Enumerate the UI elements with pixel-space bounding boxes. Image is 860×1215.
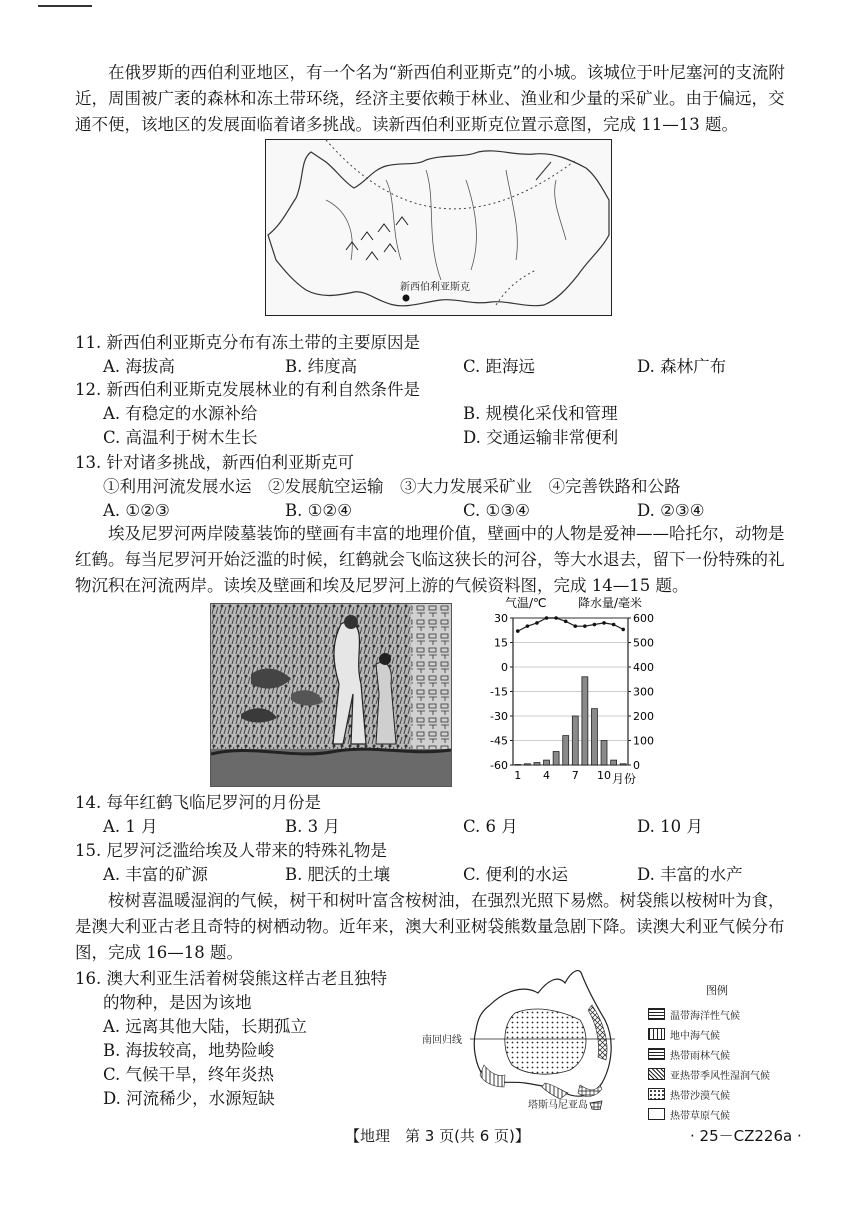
q11-option-a: A. 海拔高 <box>103 357 175 376</box>
blank-swatch-icon <box>648 1108 665 1120</box>
legend-item-subtropical-monsoon: 亚热带季风性湿润气候 <box>648 1064 798 1084</box>
temperature-line <box>518 618 623 631</box>
temperature-point <box>593 623 597 627</box>
chart-right-tick-label: 100 <box>633 734 654 748</box>
legend-item-rainforest: 热带雨林气候 <box>648 1044 798 1064</box>
precipitation-bar <box>544 760 550 765</box>
q15-option-c: C. 便利的水运 <box>463 865 569 884</box>
passage-nile: 埃及尼罗河两岸陵墓装饰的壁画有丰富的地理价值，壁画中的人物是爱神——哈托尔，动物是红鹤。每当尼罗河开始泛滥的时候，红鹤就会飞临这狭长的河谷，等大水退去，留下一份特殊的礼物沉积在河流两岸。读埃及壁画和埃及尼罗河上游的气候资料图，完成 14—15 题。 <box>75 524 785 595</box>
nile-climate-chart <box>455 593 670 793</box>
q12-stem: 12. 新西伯利亚斯克发展林业的有利自然条件是 <box>75 380 420 399</box>
q16-stem-line1: 16. 澳大利亚生活着树袋熊这样古老且独特 <box>75 969 387 988</box>
chart-left-tick-label: -60 <box>490 759 508 772</box>
chart-ylabel-right: 降水量/毫米 <box>578 596 643 610</box>
precipitation-bar <box>582 677 588 765</box>
temperature-point <box>573 624 577 628</box>
legend-title: 图例 <box>706 984 728 997</box>
chart-left-tick-label: -45 <box>490 734 508 748</box>
grid-swatch-icon <box>648 1008 665 1020</box>
precipitation-bar <box>611 760 617 765</box>
chart-x-tick-label: 4 <box>543 769 551 782</box>
temperature-point <box>516 629 520 633</box>
chart-right-tick-label: 200 <box>633 710 654 723</box>
temperature-point <box>545 616 549 620</box>
q12-option-d: D. 交通运输非常便利 <box>463 428 619 447</box>
q15-option-a: A. 丰富的矿源 <box>103 865 208 884</box>
chart-right-tick-label: 400 <box>633 661 654 674</box>
vertical-lines-swatch-icon <box>648 1028 665 1040</box>
precipitation-bar <box>601 741 607 766</box>
q12-option-a: A. 有稳定的水源补给 <box>103 404 258 423</box>
q14-option-d: D. 10 月 <box>637 817 703 836</box>
q14-option-a: A. 1 月 <box>103 817 158 836</box>
legend-item-desert: 热带沙漠气候 <box>648 1084 798 1104</box>
footer-page-info: 【地理 第 3 页(共 6 页)】 <box>345 1127 530 1145</box>
temperature-point <box>612 623 616 627</box>
legend-item-temperate-marine: 温带海洋性气候 <box>648 1004 798 1024</box>
temperature-point <box>535 621 539 625</box>
chart-left-tick-label: -30 <box>490 710 508 723</box>
legend-item-mediterranean: 地中海气候 <box>648 1024 798 1044</box>
chart-left-tick-label: 30 <box>494 612 508 625</box>
temperature-point <box>564 619 568 623</box>
q16-stem-line2: 的物种，是因为该地 <box>103 993 252 1012</box>
legend-item-savanna: 热带草原气候 <box>648 1104 798 1124</box>
q12-option-c: C. 高温利于树木生长 <box>103 428 258 447</box>
tropic-capricorn-label: 南回归线 <box>422 1035 462 1046</box>
q11-stem: 11. 新西伯利亚斯克分布有冻土带的主要原因是 <box>75 333 420 352</box>
temperature-point <box>554 616 558 620</box>
precipitation-bar <box>591 709 597 765</box>
chart-left-tick-label: -15 <box>490 685 508 699</box>
climate-chart-svg <box>455 593 670 793</box>
egypt-mural-image <box>210 603 452 787</box>
header-rule <box>38 5 92 7</box>
q13-items: ①利用河流发展水运 ②发展航空运输 ③大力发展采矿业 ④完善铁路和公路 <box>103 477 681 496</box>
chart-right-tick-label: 500 <box>633 636 654 650</box>
q15-option-d: D. 丰富的水产 <box>637 865 743 884</box>
precipitation-bar <box>553 752 559 765</box>
chart-ylabel-left: 气温/℃ <box>505 596 547 610</box>
passage-koala: 桉树喜温暖湿润的气候，树干和树叶富含桉树油，在强烈光照下易燃。树袋熊以桉树叶为食，是澳大利亚古老且奇特的树栖动物。近年来，澳大利亚树袋熊数量急剧下降。读澳大利亚气候分布图，完成 16—18 题。 <box>75 891 785 962</box>
precipitation-bar <box>563 736 569 765</box>
chart-left-tick-label: 0 <box>501 661 508 674</box>
chart-right-tick-label: 600 <box>633 612 654 625</box>
q14-option-c: C. 6 月 <box>463 817 518 836</box>
temperature-point <box>621 628 625 632</box>
q16-option-c: C. 气候干旱，终年炎热 <box>103 1065 275 1084</box>
q13-option-c: C. ①③④ <box>463 501 530 520</box>
temperature-point <box>526 624 530 628</box>
q14-stem: 14. 每年红鹤飞临尼罗河的月份是 <box>75 793 321 812</box>
q15-option-b: B. 肥沃的土壤 <box>285 865 391 884</box>
q14-option-b: B. 3 月 <box>285 817 340 836</box>
footer-code: · 25－CZ226a · <box>690 1127 802 1145</box>
chart-x-tick-label: 7 <box>571 769 579 782</box>
chart-left-tick-label: 15 <box>494 636 508 650</box>
horizontal-lines-swatch-icon <box>648 1048 665 1060</box>
q11-option-d: D. 森林广布 <box>637 357 727 376</box>
q13-stem: 13. 针对诸多挑战，新西伯利亚斯克可 <box>75 453 354 472</box>
precipitation-bar <box>534 763 540 765</box>
chart-right-tick-label: 300 <box>633 685 654 699</box>
precipitation-bar <box>620 764 626 765</box>
tasmania-label: 塔斯马尼亚岛 <box>528 1100 588 1111</box>
q16-option-d: D. 河流稀少，水源短缺 <box>103 1089 275 1108</box>
temperature-point <box>583 624 587 628</box>
q16-option-b: B. 海拔较高，地势险峻 <box>103 1041 275 1060</box>
climate-legend <box>648 982 798 1124</box>
russia-location-map <box>265 139 612 316</box>
dots-swatch-icon <box>648 1088 665 1100</box>
novosibirsk-label: 新西伯利亚斯克 <box>400 282 470 293</box>
q16-option-a: A. 远离其他大陆，长期孤立 <box>103 1017 307 1036</box>
australia-climate-map <box>420 965 635 1110</box>
chart-right-tick-label: 0 <box>633 759 640 772</box>
chart-x-tick-label: 1 <box>514 769 522 782</box>
precipitation-bar <box>572 716 578 765</box>
crosshatch-swatch-icon <box>648 1068 665 1080</box>
q15-stem: 15. 尼罗河泛滥给埃及人带来的特殊礼物是 <box>75 841 387 860</box>
q13-option-d: D. ②③④ <box>637 501 705 520</box>
q13-option-b: B. ①②④ <box>285 501 352 520</box>
chart-xlabel: 月份 <box>612 772 637 786</box>
q11-option-b: B. 纬度高 <box>285 357 358 376</box>
chart-x-tick-label: 10 <box>597 769 612 782</box>
q13-option-a: A. ①②③ <box>103 501 170 520</box>
q12-option-b: B. 规模化采伐和管理 <box>463 404 618 423</box>
precipitation-bar <box>524 764 530 765</box>
passage-siberia: 在俄罗斯的西伯利亚地区，有一个名为“新西伯利亚斯克”的小城。该城位于叶尼塞河的支流附近，周围被广袤的森林和冻土带环绕，经济主要依赖于林业、渔业和少量的采矿业。由于偏远，交通不便，该地区的发展面临着诸多挑战。读新西伯利亚斯克位置示意图，完成 11—13 题。 <box>75 63 785 134</box>
q11-option-c: C. 距海远 <box>463 357 536 376</box>
temperature-point <box>602 621 606 625</box>
